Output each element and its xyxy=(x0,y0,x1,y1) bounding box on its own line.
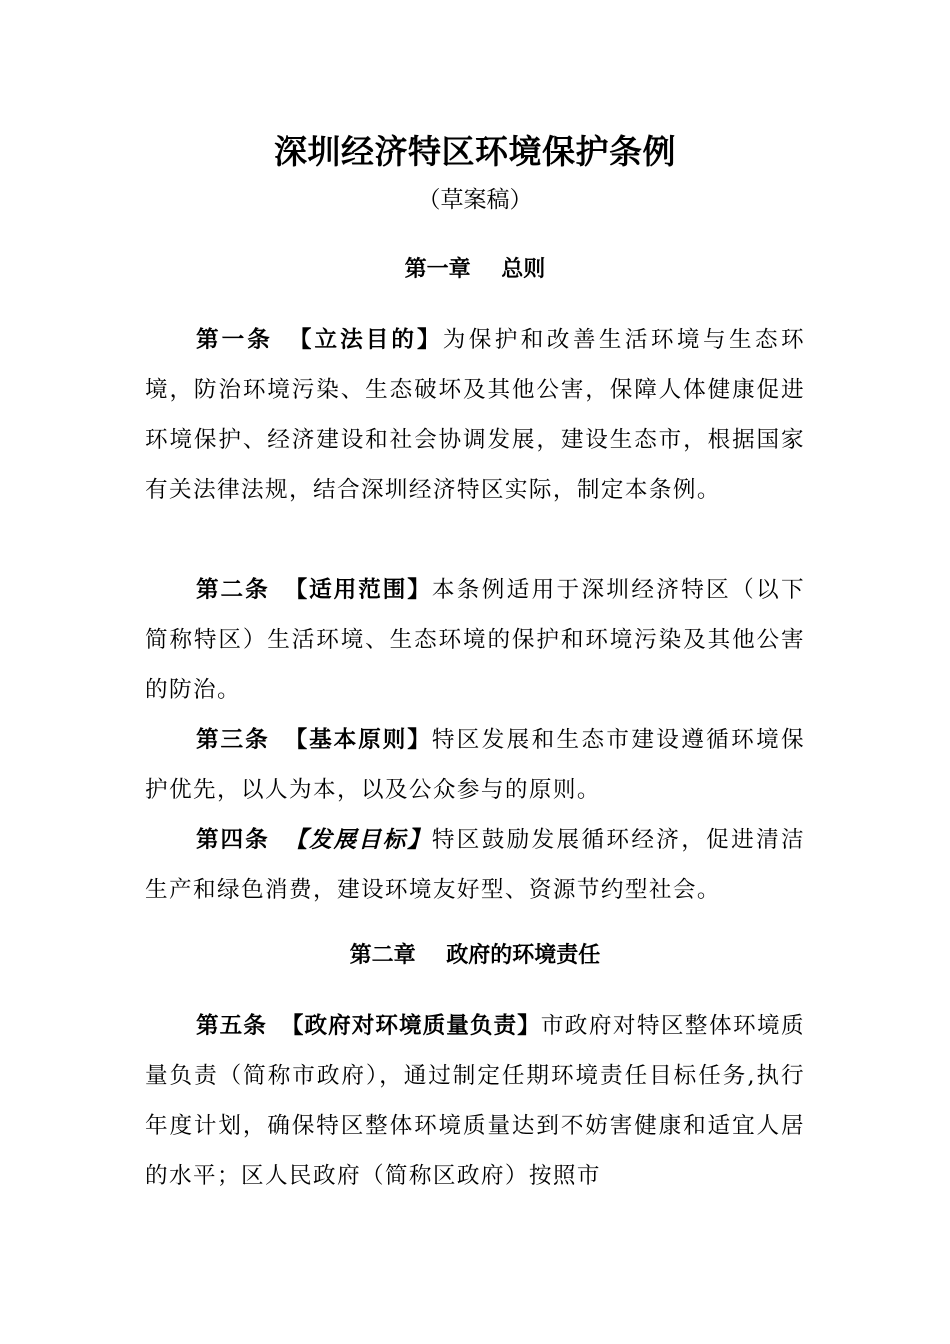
article-heading: 【立法目的】 xyxy=(286,327,443,353)
article-text: 特区发展和生态市建设遵循环境保护优先，以人为本，以及公众参与的原则。 xyxy=(145,727,806,803)
article-number: 第三条 xyxy=(196,727,270,753)
article-1 xyxy=(145,315,805,515)
article-number: 第五条 xyxy=(196,1013,267,1039)
article-text: 为保护和改善生活环境与生态环境，防治环境污染、生态破坏及其他公害，保障人体健康促进环境保护、经济建设和社会协调发展，建设生态市，根据国家有关法律法规，结合深圳经济特区实际，制定本条例。 xyxy=(145,327,806,503)
article-heading: 【基本原则】 xyxy=(283,727,432,753)
article-number: 第一条 xyxy=(196,327,273,353)
article-text: 特区鼓励发展循环经济，促进清洁生产和绿色消费，建设环境友好型、资源节约型社会。 xyxy=(145,827,806,903)
article-heading: 【政府对环境质量负责】 xyxy=(280,1013,541,1039)
article-text: 本条例适用于深圳经济特区（以下简称特区）生活环境、生态环境的保护和环境污染及其他公害的防治。 xyxy=(145,577,806,703)
article-text: 市政府对特区整体环境质量负责（简称市政府），通过制定任期环境责任目标任务,执行年度计划，确保特区整体环境质量达到不妨害健康和适宜人居的水平；区人民政府（简称区政府）按照市 xyxy=(145,1013,806,1189)
article-heading: 【适用范围】 xyxy=(283,577,432,603)
document-title: 深圳经济特区环境保护条例 xyxy=(274,132,676,171)
article-3 xyxy=(145,715,805,815)
chapter-heading-1: 第一章 总则 xyxy=(404,257,546,282)
article-2 xyxy=(145,565,805,715)
article-5 xyxy=(145,1001,805,1201)
article-number: 第二条 xyxy=(196,577,270,603)
article-heading: 【发展目标】 xyxy=(283,827,432,853)
article-4 xyxy=(145,815,805,915)
article-number: 第四条 xyxy=(196,827,270,853)
document-subtitle: （草案稿） xyxy=(417,187,533,213)
chapter-heading-2: 第二章 政府的环境责任 xyxy=(349,943,601,968)
